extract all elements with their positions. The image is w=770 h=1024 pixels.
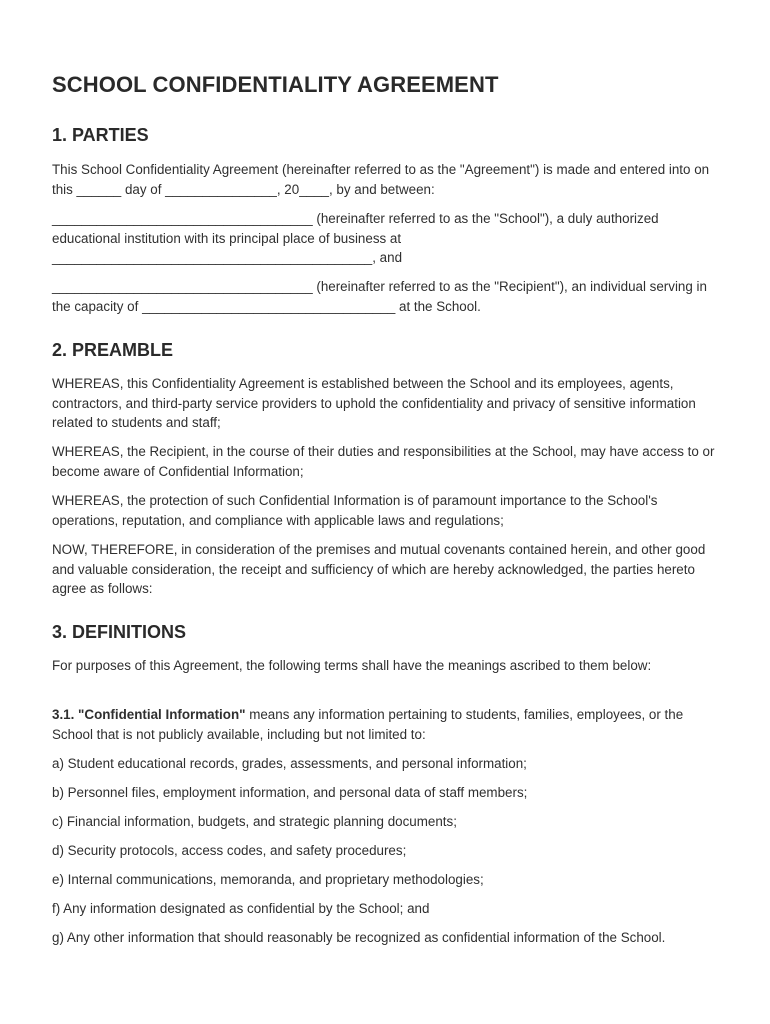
parties-paragraph-intro: This School Confidentiality Agreement (hereinafter referred to as the "Agreement") is made and entered into on this ______ day of _______________, 20____, by and between: <box>52 162 710 197</box>
section-heading-parties: 1. PARTIES <box>52 125 149 145</box>
parties-paragraph-recipient: ___________________________________ (hereinafter referred to as the "Recipient"), an individual serving in the capacity of __________________________________ at the School. <box>52 279 707 314</box>
definition-list-item: e) Internal communications, memoranda, and proprietary methodologies; <box>52 872 484 887</box>
definition-list-item: g) Any other information that should reasonably be recognized as confidential information of the School. <box>52 930 666 945</box>
preamble-paragraph-2: WHEREAS, the Recipient, in the course of their duties and responsibilities at the School, may have access to or become aware of Confidential Information; <box>52 444 715 479</box>
definitions-intro: For purposes of this Agreement, the following terms shall have the meanings ascribed to them below: <box>52 658 652 673</box>
preamble-paragraph-3: WHEREAS, the protection of such Confidential Information is of paramount importance to the School's operations, reputation, and compliance with applicable laws and regulations; <box>52 493 658 528</box>
parties-paragraph-school: ___________________________________ (hereinafter referred to as the "School"), a duly authorized educational institution with its principal place of business at ___________________________________________, and <box>52 211 659 266</box>
section-heading-preamble: 2. PREAMBLE <box>52 340 174 360</box>
preamble-paragraph-1: WHEREAS, this Confidentiality Agreement is established between the School and its employees, agents, contractors, and third-party service providers to uphold the confidentiality and privacy of sensitive information related to students and staff; <box>52 376 696 431</box>
preamble-paragraph-4: NOW, THEREFORE, in consideration of the premises and mutual covenants contained herein, and other good and valuable consideration, the receipt and sufficiency of which are hereby acknowledged, the parties hereto agree as follows: <box>52 542 706 597</box>
definition-term-text: means any information pertaining to students, families, employees, or the School that is not publicly available, including but not limited to: <box>52 707 684 742</box>
section-heading-definitions: 3. DEFINITIONS <box>52 622 187 642</box>
definition-confidential-information <box>52 705 724 744</box>
definition-list-item: d) Security protocols, access codes, and safety procedures; <box>52 843 407 858</box>
definition-term-label: 3.1. "Confidential Information" <box>52 707 246 722</box>
definition-list-item: a) Student educational records, grades, assessments, and personal information; <box>52 756 527 771</box>
definition-list-item: b) Personnel files, employment information, and personal data of staff members; <box>52 785 528 800</box>
definition-list-item: f) Any information designated as confidential by the School; and <box>52 901 430 916</box>
definition-list-item: c) Financial information, budgets, and strategic planning documents; <box>52 814 457 829</box>
document-title: SCHOOL CONFIDENTIALITY AGREEMENT <box>52 72 499 97</box>
